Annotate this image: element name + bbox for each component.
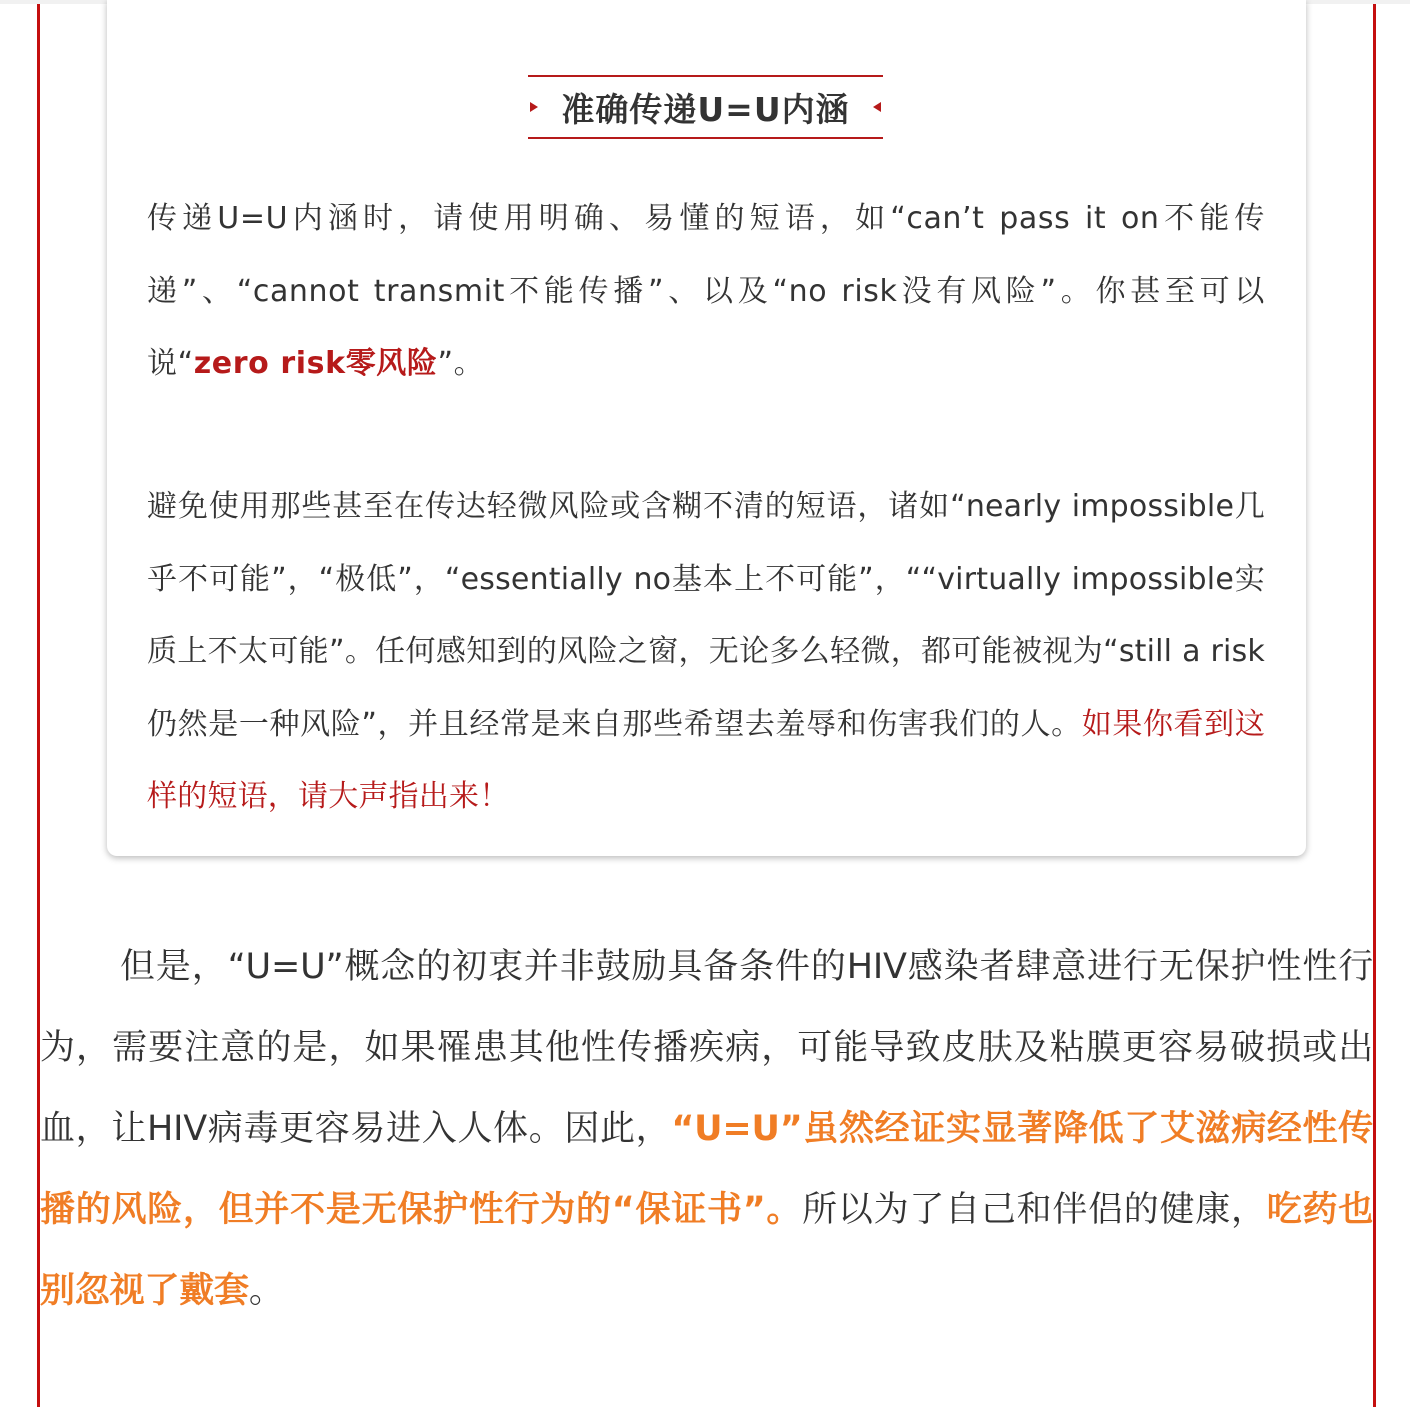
main-paragraph-text-1: 但是，“U=U”概念的初衷并非鼓励具备条件的HIV感染者肆意进行无保护性性行为，需要注意的是，如果罹患其他性传播疾病，可能导致皮肤及粘膜更容易破损或出血，让HIV病毒更容易进入人体。因此， [40,947,1373,1149]
card-paragraph-1-tail: ”。 [437,346,485,381]
main-paragraph-text-3: 。 [248,1271,284,1311]
card-paragraph-2-text: 避免使用那些甚至在传达轻微风险或含糊不清的短语，诸如“nearly impossible几乎不可能”，“极低”，“essentially no基本上不可能”，““virtually impossible实质上不太可能”。任何感知到的风险之窗，无论多么轻微，都可能被视为“still a risk仍然是一种风险”，并且经常是来自那些希望去羞辱和伤害我们的人。 [147,489,1265,742]
condom-highlight: 吃药也别忽视了戴套 [40,1190,1374,1311]
triangle-left-icon [873,102,881,112]
right-border-line [1373,4,1376,1407]
card-paragraph-1-text: 传递U=U内涵时，请使用明确、易懂的短语，如“can’t pass it on不能传递”、“cannot transmit不能传播”、以及“no risk没有风险”。你甚至可以说“ [147,201,1265,381]
uu-highlight: “U=U”虽然经证实显著降低了艾滋病经性传播的风险，但并不是无保护性行为的“保证书”。 [40,1109,1373,1230]
section-heading-text: 准确传递U=U内涵 [561,89,850,129]
card-paragraph-1 [147,183,1265,401]
card-paragraph-2 [147,471,1265,834]
main-paragraph-text-2: 所以为了自己和伴侣的健康， [802,1190,1267,1230]
info-card [107,0,1306,856]
triangle-right-icon [530,102,538,112]
zero-risk-emphasis: zero risk零风险 [193,346,438,381]
main-paragraph [40,927,1373,1332]
call-out-text: 如果你看到这样的短语，请大声指出来！ [147,706,1265,814]
section-heading [528,75,883,139]
